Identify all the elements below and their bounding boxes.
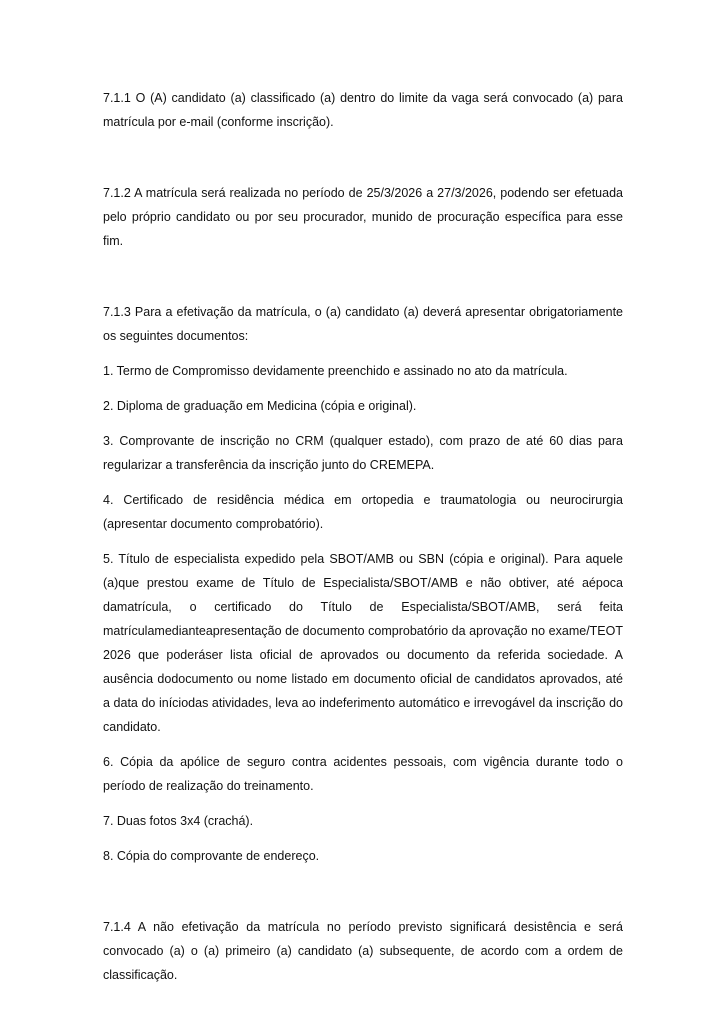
paragraph-7-1-4: 7.1.4 A não efetivação da matrícula no período previsto significará desistência e será convocado (a) o (a) primeiro (a) candidato (a) subsequente, de acordo com a ordem de classificação. [103,920,623,982]
list-item-5: 5. Título de especialista expedido pela SBOT/AMB ou SBN (cópia e original). Para aquele (a)que prestou exame de Título de Especialista/SBOT/AMB e não obtiver, até aépoca damatrícula, o certificado do Título de Especialista/SBOT/AMB, será feita matrículamedianteapresentação de documento comprobatório da aprovação no exame/TEOT 2026 que poderáser lista oficial de aprovados ou documento da referida sociedade. A ausência dodocumento ou nome listado em documento oficial de candidatos aprovados, até a data do iníciodas atividades, leva ao indeferimento automático e irrevogável da inscrição do candidato. [103,552,623,734]
list-item-3: 3. Comprovante de inscrição no CRM (qualquer estado), com prazo de até 60 dias para regularizar a transferência da inscrição junto do CREMEPA. [103,434,623,472]
list-item-7: 7. Duas fotos 3x4 (crachá). [103,814,254,828]
paragraph-7-1-1: 7.1.1 O (A) candidato (a) classificado (a) dentro do limite da vaga será convocado (a) para matrícula por e-mail (conforme inscrição). [103,91,623,129]
document-page [103,86,623,987]
list-item-8: 8. Cópia do comprovante de endereço. [103,849,320,863]
list-item-6: 6. Cópia da apólice de seguro contra acidentes pessoais, com vigência durante todo o período de realização do treinamento. [103,755,623,793]
list-item-2: 2. Diploma de graduação em Medicina (cópia e original). [103,399,417,413]
list-item-1: 1. Termo de Compromisso devidamente preenchido e assinado no ato da matrícula. [103,364,568,378]
list-item-4: 4. Certificado de residência médica em ortopedia e traumatologia ou neurocirurgia (apresentar documento comprobatório). [103,493,623,531]
paragraph-7-1-3: 7.1.3 Para a efetivação da matrícula, o (a) candidato (a) deverá apresentar obrigatoriamente os seguintes documentos: [103,305,623,343]
paragraph-7-1-2: 7.1.2 A matrícula será realizada no período de 25/3/2026 a 27/3/2026, podendo ser efetuada pelo próprio candidato ou por seu procurador, munido de procuração específica para esse fim. [103,186,623,248]
